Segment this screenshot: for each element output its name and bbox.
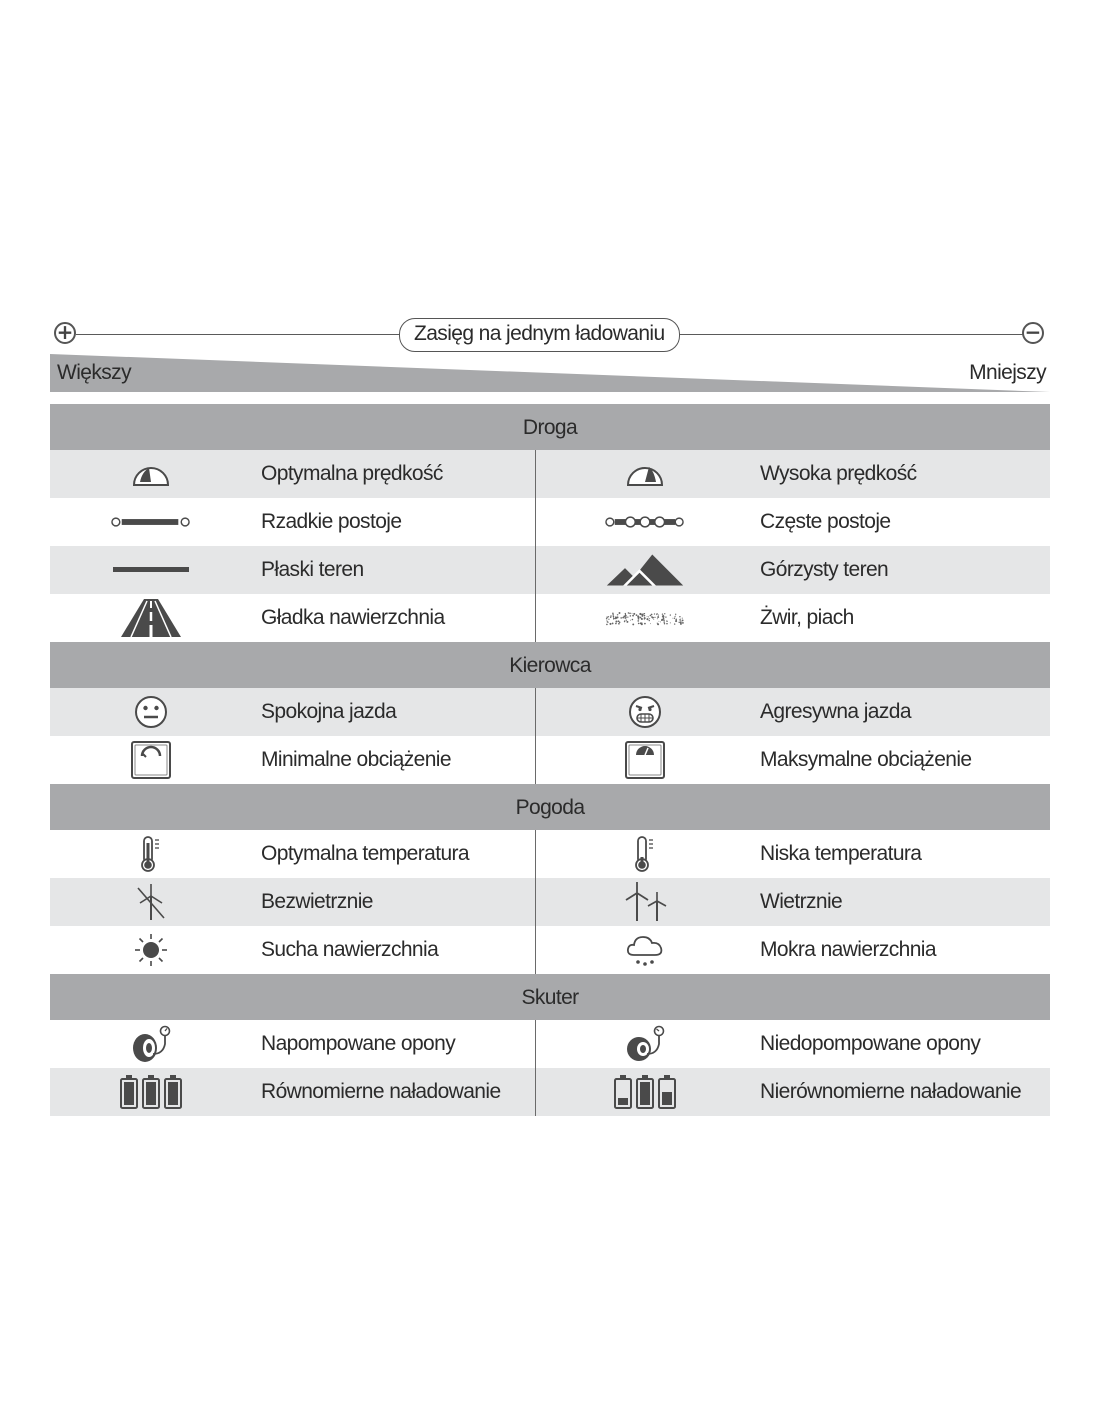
batteries-uneven-icon [605,1068,685,1116]
aggressive-face-icon [605,688,685,736]
factor-label: Górzysty teren [760,558,889,581]
thermometer-warm-icon [111,830,191,878]
flat-terrain-icon [111,546,191,594]
smooth-road-icon [111,594,191,642]
factor-label: Sucha nawierzchnia [261,938,439,961]
column-divider [535,546,536,594]
factor-label: Optymalna temperatura [261,842,470,865]
table-row [50,498,1050,546]
section-header-skuter: Skuter [50,974,1050,1020]
column-divider [535,736,536,784]
speedometer-high-icon [605,450,685,498]
table-row [50,1068,1050,1116]
factor-label: Minimalne obciążenie [261,748,451,771]
sun-icon [111,926,191,974]
factor-label: Równomierne naładowanie [261,1080,501,1103]
column-divider [535,498,536,546]
thermometer-cold-icon [605,830,685,878]
factor-label: Nierównomierne naładowanie [760,1080,1022,1103]
factor-label: Żwir, piach [760,606,854,629]
range-scale-header [50,314,1050,394]
range-wedge [50,354,1050,392]
table-row [50,594,1050,642]
column-divider [535,926,536,974]
table-row [50,450,1050,498]
plus-icon: + [54,322,76,344]
factor-label: Optymalna prędkość [261,462,443,485]
range-title: Zasięg na jednym ładowaniu [399,318,680,352]
factor-label: Agresywna jazda [760,700,911,723]
tire-underinflated-icon [605,1020,685,1068]
column-divider [535,688,536,736]
scale-low-icon [111,736,191,784]
table-row [50,878,1050,926]
table-row [50,736,1050,784]
tire-inflated-icon [111,1020,191,1068]
batteries-even-icon [111,1068,191,1116]
column-divider [535,1020,536,1068]
factor-label: Rzadkie postoje [261,510,402,533]
mountains-icon [605,546,685,594]
table-row [50,688,1050,736]
column-divider [535,878,536,926]
section-header-kierowca: Kierowca [50,642,1050,688]
factor-label: Maksymalne obciążenie [760,748,972,771]
factor-label: Spokojna jazda [261,700,397,723]
scale-high-icon [605,736,685,784]
calm-face-icon [111,688,191,736]
no-wind-icon [111,878,191,926]
greater-label: Większy [57,361,131,384]
column-divider [535,830,536,878]
factor-label: Bezwietrznie [261,890,373,913]
factor-label: Napompowane opony [261,1032,456,1055]
range-factors-table [50,404,1050,1116]
section-header-pogoda: Pogoda [50,784,1050,830]
factor-label: Wysoka prędkość [760,462,917,485]
table-row [50,926,1050,974]
table-row [50,1020,1050,1068]
section-header-droga: Droga [50,404,1050,450]
factor-label: Częste postoje [760,510,891,533]
factor-label: Niska temperatura [760,842,922,865]
factor-label: Wietrznie [760,890,843,913]
few-stops-icon [111,498,191,546]
column-divider [535,1068,536,1116]
factor-label: Niedopompowane opony [760,1032,981,1055]
column-divider [535,594,536,642]
gravel-icon [605,594,685,642]
smaller-label: Mniejszy [969,361,1046,384]
table-row [50,830,1050,878]
wind-turbines-icon [605,878,685,926]
factor-label: Mokra nawierzchnia [760,938,936,961]
factor-label: Gładka nawierzchnia [261,606,445,629]
column-divider [535,450,536,498]
speedometer-low-icon [111,450,191,498]
minus-icon: − [1022,322,1044,344]
factor-label: Płaski teren [261,558,364,581]
table-row [50,546,1050,594]
rain-cloud-icon [605,926,685,974]
frequent-stops-icon [605,498,685,546]
